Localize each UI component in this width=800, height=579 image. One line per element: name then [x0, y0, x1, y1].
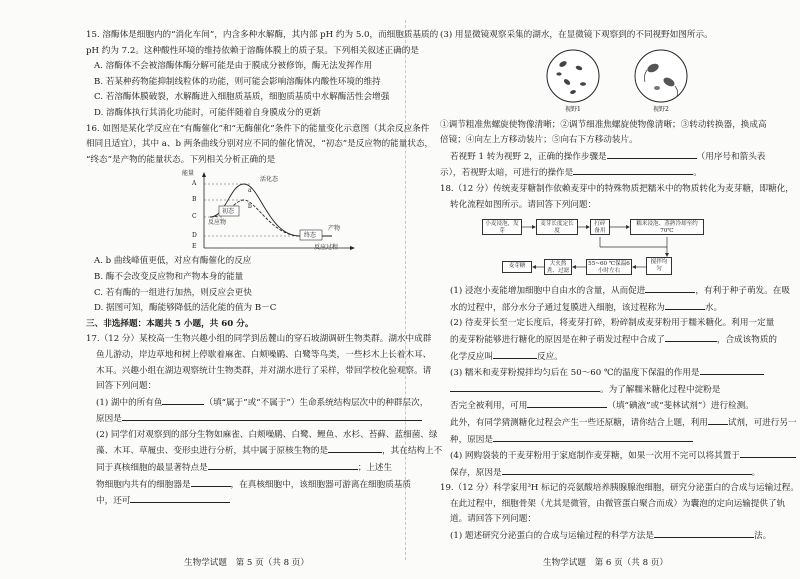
question-19	[440, 481, 800, 544]
left-page-footer: 生物学试题 第 5 页（共 8 页）	[184, 558, 309, 568]
flow-step-rice-steam: 糯米浸泡、蒸熟冷却至约70℃	[630, 219, 704, 235]
q17-part2-line1: (2) 同学们对观察到的部分生物如麻雀、白颊噪鹛、白鹭、鲤鱼、水杉、苔藓、蓝细菌、绿	[96, 429, 438, 440]
answer-blank[interactable]	[708, 415, 728, 425]
q18-p2-d: 反应。	[536, 351, 563, 362]
answer-blank[interactable]	[122, 411, 422, 421]
label-final: 终态	[304, 232, 317, 240]
flow-step-sprout-length: 麦芽长度定长度	[536, 219, 578, 235]
q17-part2-line3	[86, 460, 446, 477]
curve-a-label: a	[248, 187, 252, 195]
answer-blank[interactable]	[328, 443, 382, 453]
answer-blank[interactable]	[645, 283, 695, 293]
q18-stem-line2: 转化流程如图所示。请回答下列问题：	[450, 199, 597, 210]
flow-step-soak-sprout: 小麦浸泡，发芽	[482, 219, 522, 235]
q19-stem-line1: 19.（12 分）科学家用³H 标记的亮氨酸培养胰腺腺泡细胞，研究分泌蛋白的合成与运输过程。	[440, 483, 799, 494]
answer-blank[interactable]	[130, 493, 230, 503]
q18-p4-b: 保存，原因是	[450, 467, 502, 478]
q19-part1	[440, 528, 800, 545]
flow-step-mix: 搅拌均匀	[646, 257, 672, 275]
question-17-part3	[440, 28, 800, 182]
q17-p2-text-f: ，在真核细胞中，该细胞器可游离在细胞质基质	[230, 479, 412, 490]
q17-part1-line1	[86, 395, 446, 412]
q19-stem-line3: 道。请回答下列问题：	[450, 514, 536, 525]
q17-p3-ask-d: 。	[693, 168, 702, 179]
view1-label: 视野1	[565, 105, 581, 113]
section-title: 三、非选择题：本题共 5 小题，共 60 分。	[86, 318, 254, 329]
maltose-flowchart	[482, 217, 707, 279]
q18-part1-line2	[440, 300, 800, 317]
q18-part3-line4	[440, 415, 800, 432]
q17-part2-line5	[86, 493, 446, 510]
q18-part4-line2	[440, 465, 800, 482]
q17-part3-ops-line2: 倍镜；④向左上方移动装片；⑤向右下方移动装片。	[440, 135, 638, 146]
q16-option-c: C. 若有酶的一组进行加热，则反应会更快	[94, 287, 252, 298]
q15-option-b: B. 若某种药物能抑制线粒体的功能，则可能会影响溶酶体内酸性环境的维持	[94, 76, 381, 87]
q16-option-d: D. 据图可知，酶能够降低的活化能的值为 B－C	[94, 303, 277, 314]
q17-stem-line1: 17.（12 分）某校高一生物兴趣小组的同学到岳麓山的穿石坡湖调研生物类群。湖水中成群	[86, 334, 432, 345]
label-product: 产物	[328, 225, 341, 233]
q19-p1-a: (1) 题述研究分泌蛋白的合成与运输过程的科学方法是	[450, 531, 654, 542]
q18-p1-b: ，有利于种子萌发。在吸	[695, 286, 790, 297]
flow-step-incubate: 55~60 ℃保温6小时左右	[586, 259, 632, 275]
q15-option-c: C. 若溶酶体膜破裂，水解酶进入细胞质基质，细胞质基质中水解酶活性会增强	[94, 92, 390, 103]
q18-p2-b: ，合成该物质的	[716, 334, 778, 345]
q18-p3-e: 此外，有同学猜测糖化过程会产生一些还原糖，请你结合上题，利用	[450, 417, 708, 428]
q17-p3-ask-a: 若视野 1 转为视野 2，正确的操作步骤是	[450, 151, 607, 162]
tick-a: A	[192, 180, 197, 188]
q18-part3-line1	[440, 365, 800, 382]
q16-option-b: B. 酶不会改变反应物和产物本身的能量	[94, 271, 244, 282]
question-16	[86, 122, 446, 317]
q17-part2-line4	[86, 477, 446, 494]
answer-blank[interactable]	[573, 165, 693, 175]
q18-p3-g: 种，原因是	[450, 434, 493, 445]
label-reactant: 反应物	[208, 219, 227, 227]
q16-option-a: A. b 曲线峰值更低，对应有酶催化的反应	[94, 256, 252, 267]
q17-p2-text-d: ；上述生	[357, 463, 393, 474]
q15-stem-line1: 15. 溶酶体是细胞内的“消化车间”，内含多种水解酶，其内部 pH 约为 5.0，而细胞质基质的	[86, 30, 439, 40]
microscope-views	[543, 48, 693, 116]
q17-stem-line2: 鱼儿游动，岸边草地和树上停歇着麻雀、白颊噪鹛、白鹭等鸟类，一些杉木上长着木耳、	[96, 349, 432, 360]
answer-blank[interactable]	[665, 300, 705, 310]
tick-e: E	[192, 243, 197, 251]
flow-step-maltose: 麦芽糖	[502, 261, 532, 273]
tick-b: B	[192, 196, 197, 204]
left-page	[86, 28, 446, 510]
answer-blank[interactable]	[208, 460, 358, 470]
answer-blank[interactable]	[654, 528, 754, 538]
answer-blank[interactable]	[665, 332, 717, 342]
q18-part4-line1	[440, 448, 800, 465]
q18-p3-d: （填“碘液”或“斐林试剂”）进行检测。	[607, 401, 754, 412]
q17-part3-line1: (3) 用显微镜观察采集的湖水，在显微镜下观察到的不同视野如图所示。	[440, 30, 713, 40]
q18-part3-line2	[440, 382, 800, 399]
view2-label: 视野2	[653, 105, 669, 113]
q18-p4-a: (4) 网购袋装的干麦芽粉用于家庭制作麦芽糖，如果一次用不完可以将其置于	[450, 451, 740, 462]
q17-stem-line3: 木耳。兴趣小组在湖边观察统计生物类群，并对湖水进行了采样，带回学校化验观察。请	[96, 365, 432, 376]
q18-p4-c: 。	[751, 467, 761, 478]
q18-p1-d: 水。	[704, 302, 723, 313]
answer-blank[interactable]	[493, 432, 693, 442]
x-axis-label: 反应过程	[314, 244, 339, 252]
q17-p1-text-a: (1) 湖中的所有鱼	[96, 397, 163, 408]
q17-p1-text-b: （填“属于”或“不属于”）生命系统结构层次中的种群层次，	[204, 397, 429, 408]
answer-blank[interactable]	[493, 349, 537, 359]
q17-p2-text-g: 中，还可	[96, 496, 131, 507]
q18-part1-line1	[440, 283, 800, 300]
q17-p3-ask-b: （用序号和箭头表	[696, 151, 766, 162]
q18-part3-line5	[440, 432, 800, 449]
q18-p1-a: (1) 浸泡小麦能增加细胞中自由水的含量，从而促进	[450, 286, 646, 297]
question-18	[440, 182, 800, 481]
answer-blank[interactable]	[740, 448, 796, 458]
flow-step-boil-filter: 大火熬煮、过滤	[544, 259, 572, 275]
q18-part3-line3	[440, 398, 800, 415]
q18-p2-a: 的麦芽粉能够进行糖化的原因是在种子萌发过程中合成了	[450, 334, 665, 345]
q17-p2-text-e: 物细胞内共有的细胞器是	[96, 479, 191, 490]
label-activated: 活化态	[260, 176, 279, 184]
flow-step-grind: 打碎备用	[590, 219, 610, 235]
q18-p2-c: 化学反应叫	[450, 351, 493, 362]
q17-p1-reason: 原因是	[96, 414, 122, 425]
y-axis-label: 能量	[182, 170, 195, 178]
answer-blank[interactable]	[450, 382, 600, 392]
q18-part2-line2	[440, 332, 800, 349]
curve-b-label: b	[248, 203, 252, 211]
right-page-footer: 生物学试题 第 6 页（共 8 页）	[543, 558, 668, 568]
q18-p1-c: 水的过程中，部分水分子通过复膜进入细胞，该过程称为	[450, 302, 665, 313]
q17-p2-text-c: 同于真核细胞的最显著特点是	[96, 463, 208, 474]
q18-p3-c: 否完全被利用，可用	[450, 401, 528, 412]
question-17	[86, 332, 446, 510]
q19-stem-line2: 在此过程中，细胞骨架（尤其是微管，由微管蛋白聚合而成）为囊泡的定向运输提供了轨	[450, 498, 786, 509]
energy-diagram	[182, 170, 362, 252]
q16-stem-line1: 16. 如图是某化学反应在“有酶催化”和“无酶催化”条件下的能量变化示意图（其余反应条件	[86, 123, 430, 134]
q17-part3-ask-line2	[440, 165, 800, 182]
q17-part3-ask-line1	[440, 149, 800, 166]
label-initial: 初态	[222, 208, 235, 216]
q18-stem-line1: 18.（12 分）传统麦芽糖制作依赖麦芽中的特殊物质把糯米中的物质转化为麦芽糖，即糖化，	[440, 183, 794, 194]
q15-option-a: A. 溶酶体不会被溶酶体酶分解可能是由于膜成分被修饰，酶无法发挥作用	[94, 61, 373, 72]
q16-stem-line3: “终态”是产物的能量状态。下列相关分析正确的是	[86, 154, 276, 165]
q19-p1-b: 法。	[753, 531, 772, 542]
tick-c: C	[192, 213, 197, 221]
q16-stem-line2: 相同且适宜），其中 a、b 两条曲线分别对应不同的催化情况，“初态”是反应物的能量状态，	[86, 139, 434, 150]
q18-p3-b: 。为了解糯米糖化过程中淀粉是	[600, 384, 721, 395]
q17-p2-text-a: 藻、木耳、草履虫、变形虫进行分析，其中属于原核生物的是	[96, 446, 329, 457]
q18-p3-a: (3) 糯米和麦芽粉搅拌均匀后在 50～60 ℃的温度下保温的作用是	[450, 368, 700, 379]
q17-part1-line2	[86, 411, 446, 428]
q15-option-d: D. 溶酶体执行其消化功能时，可能伴随着自身膜成分的更新	[94, 107, 321, 118]
right-page	[440, 28, 800, 545]
question-15	[86, 28, 446, 122]
q17-part3-ops-line1: ①调节粗准焦螺旋使物像清晰；②调节细准焦螺旋使物像清晰；③转动转换器，换成高	[440, 119, 767, 130]
q15-stem-line2: pH 约为 7.2。这种酸性环境的维持依赖于溶酶体膜上的质子泵。下列相关叙述正确的是	[86, 45, 419, 56]
answer-blank[interactable]	[700, 365, 764, 375]
tick-d: D	[192, 232, 197, 240]
answer-blank[interactable]	[607, 149, 697, 159]
answer-blank[interactable]	[502, 465, 752, 475]
q18-part2-line1: (2) 待麦芽长至一定长度后，将麦芽打碎，粉碎制成麦芽粉用于糯米糖化。利用一定量	[450, 318, 775, 329]
q17-stem-line4: 回答下列问题：	[96, 381, 157, 392]
answer-blank[interactable]	[162, 395, 204, 405]
q18-part2-line3	[440, 349, 800, 366]
q17-p2-text-b: ，其在结构上不	[382, 446, 443, 457]
answer-blank[interactable]	[191, 477, 231, 487]
q17-part2-line2	[86, 443, 446, 460]
q17-p3-ask-c: 示），若视野太暗，可进行的操作是	[440, 168, 574, 179]
q18-p3-f: 试剂，可进行另一	[727, 417, 797, 428]
answer-blank[interactable]	[527, 398, 607, 408]
